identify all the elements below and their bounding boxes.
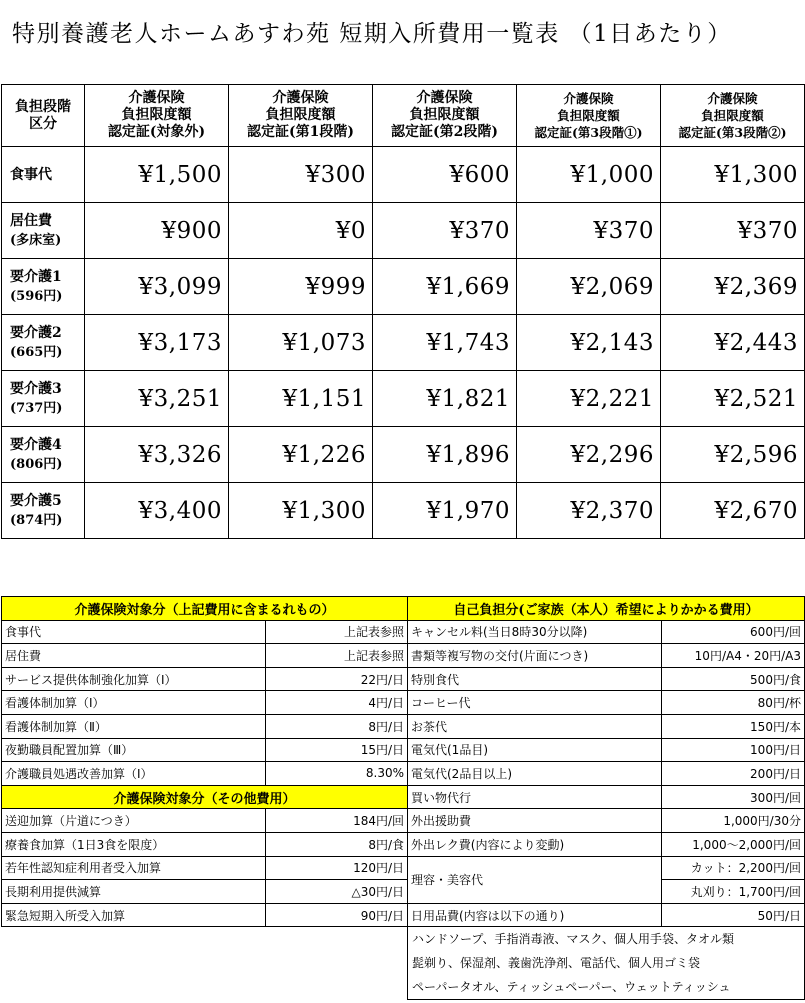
list-item [2, 667, 408, 691]
fee-cell: ¥2,369 [661, 259, 805, 315]
item-name: お茶代 [408, 714, 662, 738]
column-header-line: 負担限度額 [557, 108, 620, 123]
fee-cell: ¥1,896 [373, 427, 517, 483]
item-amount: 8円/日 [266, 714, 408, 738]
column-header [229, 85, 373, 147]
item-name: 食事代 [2, 620, 266, 644]
item-amount: 上記表参照 [266, 644, 408, 668]
column-header-line: 負担限度額 [265, 107, 336, 123]
table-row [2, 147, 805, 203]
table-row [2, 203, 805, 259]
row-label-text: 要介護2 [10, 324, 62, 341]
list-item [408, 644, 805, 668]
row-label-sub: (多床室) [10, 232, 62, 248]
item-amount: 15円/日 [266, 738, 408, 762]
list-item [408, 691, 805, 715]
fee-cell: ¥1,073 [229, 315, 373, 371]
column-header-line: 認定証(第3段階①) [534, 125, 643, 140]
table-row [2, 315, 805, 371]
list-item [408, 809, 805, 833]
row-label-text: 要介護1 [10, 268, 62, 285]
row-label-sub: (737円) [10, 400, 63, 416]
fee-cell: ¥999 [229, 259, 373, 315]
fee-table [1, 84, 805, 539]
corner-header-line1: 負担段階 [15, 98, 71, 115]
daily-items-notes [407, 927, 805, 1000]
item-amount: △30円/日 [266, 880, 408, 904]
item-amount: 8.30% [266, 762, 408, 786]
item-name: 若年性認知症利用者受入加算 [2, 856, 266, 880]
table-row [2, 371, 805, 427]
item-amount: 120円/日 [266, 856, 408, 880]
item-name: 夜勤職員配置加算（Ⅲ） [2, 738, 266, 762]
fee-cell: ¥300 [229, 147, 373, 203]
list-item [2, 809, 408, 833]
item-amount: 200円/日 [662, 762, 805, 786]
fee-cell: ¥1,743 [373, 315, 517, 371]
item-name: 送迎加算（片道につき） [2, 809, 266, 833]
column-header-line: 認定証(対象外) [107, 124, 206, 140]
item-name: 電気代(1品目) [408, 738, 662, 762]
row-label [2, 147, 85, 203]
list-item [2, 762, 408, 786]
fee-cell: ¥2,596 [661, 427, 805, 483]
list-item [2, 691, 408, 715]
column-header-line: 負担限度額 [701, 108, 764, 123]
item-name: 外出援助費 [408, 809, 662, 833]
fee-cell: ¥1,970 [373, 483, 517, 539]
item-amount: 22円/日 [266, 667, 408, 691]
list-item [2, 714, 408, 738]
fee-cell: ¥2,069 [517, 259, 661, 315]
row-label-text: 要介護4 [10, 436, 62, 453]
row-label-sub: (874円) [10, 512, 63, 528]
list-item [408, 832, 805, 856]
item-name: 外出レク費(内容により変動) [408, 832, 662, 856]
row-label-sub: (806円) [10, 456, 63, 472]
column-header [85, 85, 229, 147]
fee-cell: ¥1,500 [85, 147, 229, 203]
row-label-sub: (665円) [10, 344, 63, 360]
column-header-line: 負担限度額 [121, 107, 192, 123]
fee-cell: ¥1,000 [517, 147, 661, 203]
fee-cell: ¥3,173 [85, 315, 229, 371]
item-amount: 600円/回 [662, 620, 805, 644]
column-header-line: 負担限度額 [409, 107, 480, 123]
table-row [2, 483, 805, 539]
item-name: サービス提供体制強化加算（Ⅰ） [2, 667, 266, 691]
fee-cell: ¥2,221 [517, 371, 661, 427]
list-item [408, 620, 805, 644]
list-item [408, 762, 805, 786]
insurance-included-header: 介護保険対象分（上記費用に含まるれもの） [2, 597, 408, 621]
note-line: 髭剃り、保湿剤、義歯洗浄剤、電話代、個人用ゴミ袋 [412, 956, 701, 971]
row-label-text: 要介護3 [10, 380, 62, 397]
table-row [2, 259, 805, 315]
item-name: 療養食加算（1日3食を限度） [2, 832, 266, 856]
item-name: 長期利用提供減算 [2, 880, 266, 904]
column-header-line: 介護保険 [272, 90, 329, 106]
fee-cell: ¥1,821 [373, 371, 517, 427]
item-amount: 1,000円/30分 [662, 809, 805, 833]
fee-cell: ¥370 [517, 203, 661, 259]
list-item [2, 832, 408, 856]
item-amount: 150円/本 [662, 714, 805, 738]
item-amount: 300円/回 [662, 785, 805, 809]
self-pay-section [407, 596, 804, 1000]
column-header [517, 85, 661, 147]
list-item [408, 738, 805, 762]
column-header [373, 85, 517, 147]
item-name: 電気代(2品目以上) [408, 762, 662, 786]
item-name: 看護体制加算（Ⅰ） [2, 691, 266, 715]
list-item [2, 880, 408, 904]
row-label-sub: (596円) [10, 288, 63, 304]
fee-cell: ¥2,521 [661, 371, 805, 427]
item-amount: 80円/杯 [662, 691, 805, 715]
list-item [2, 903, 408, 927]
fee-cell: ¥1,300 [229, 483, 373, 539]
row-label-text: 居住費 [10, 212, 52, 229]
item-amount: 10円/A4・20円/A3 [662, 644, 805, 668]
list-item [408, 856, 805, 880]
list-item [408, 903, 805, 927]
item-amount: 100円/日 [662, 738, 805, 762]
column-header-line: 介護保険 [707, 91, 758, 106]
item-name: 買い物代行 [408, 785, 662, 809]
column-header-line: 介護保険 [416, 90, 473, 106]
row-label [2, 315, 85, 371]
table-row [2, 427, 805, 483]
fee-cell: ¥1,226 [229, 427, 373, 483]
fee-cell: ¥2,443 [661, 315, 805, 371]
self-pay-table [407, 596, 805, 927]
column-header-line: 認定証(第3段階②) [678, 125, 787, 140]
row-label [2, 483, 85, 539]
item-name: 緊急短期入所受入加算 [2, 903, 266, 927]
note-line: ペーパータオル、ティッシュペーパー、ウェットティッシュ [412, 980, 731, 995]
insurance-other-header: 介護保険対象分（その他費用） [2, 785, 408, 809]
corner-header-cell [2, 85, 85, 147]
corner-header-line2: 区分 [29, 115, 57, 132]
item-name: キャンセル料(当日8時30分以降) [408, 620, 662, 644]
fee-cell: ¥900 [85, 203, 229, 259]
item-amount: 184円/回 [266, 809, 408, 833]
row-label [2, 427, 85, 483]
item-name: 特別食代 [408, 667, 662, 691]
list-item [408, 785, 805, 809]
item-name: 介護職員処遇改善加算（Ⅰ） [2, 762, 266, 786]
fee-cell: ¥3,326 [85, 427, 229, 483]
item-amount: 90円/日 [266, 903, 408, 927]
fee-cell: ¥2,370 [517, 483, 661, 539]
list-item [408, 714, 805, 738]
fee-cell: ¥0 [229, 203, 373, 259]
row-label-text: 食事代 [10, 166, 52, 183]
fee-cell: ¥1,151 [229, 371, 373, 427]
item-amount: 1,000～2,000円/回 [662, 832, 805, 856]
page-title: 特別養護老人ホームあすわ苑 短期入所費用一覧表 （1日あたり） [12, 21, 732, 47]
list-item [2, 856, 408, 880]
fee-cell: ¥1,669 [373, 259, 517, 315]
column-header-line: 認定証(第1段階) [247, 124, 354, 140]
list-item [2, 620, 408, 644]
insurance-section [1, 596, 407, 927]
column-header-line: 認定証(第2段階) [391, 124, 498, 140]
fee-cell: ¥370 [661, 203, 805, 259]
item-amount: 50円/日 [662, 903, 805, 927]
list-item [2, 644, 408, 668]
item-amount: 500円/食 [662, 667, 805, 691]
note-line: ハンドソープ、手指消毒液、マスク、個人用手袋、タオル類 [412, 932, 734, 947]
column-header [661, 85, 805, 147]
item-name: 日用品費(内容は以下の通り) [408, 903, 662, 927]
row-label [2, 371, 85, 427]
row-label-text: 要介護5 [10, 492, 62, 509]
item-amount: 上記表参照 [266, 620, 408, 644]
list-item [408, 667, 805, 691]
self-pay-header: 自己負担分(ご家族（本人）希望によりかかる費用） [408, 597, 805, 621]
column-header-line: 介護保険 [563, 91, 614, 106]
item-name: 居住費 [2, 644, 266, 668]
column-header-line: 介護保険 [128, 90, 185, 106]
item-name: 看護体制加算（Ⅱ） [2, 714, 266, 738]
fee-cell: ¥2,296 [517, 427, 661, 483]
fee-cell: ¥3,400 [85, 483, 229, 539]
item-amount: カット：2,200円/回 [662, 856, 805, 880]
insurance-included-table [1, 596, 408, 927]
row-label [2, 259, 85, 315]
item-amount: 4円/日 [266, 691, 408, 715]
fee-cell: ¥3,251 [85, 371, 229, 427]
item-name: 理容・美容代 [408, 856, 662, 903]
fee-cell: ¥3,099 [85, 259, 229, 315]
fee-table-header [2, 85, 805, 147]
row-label [2, 203, 85, 259]
fee-cell: ¥1,300 [661, 147, 805, 203]
fee-cell: ¥370 [373, 203, 517, 259]
item-amount: 8円/食 [266, 832, 408, 856]
item-name: コーヒー代 [408, 691, 662, 715]
fee-cell: ¥2,670 [661, 483, 805, 539]
fee-cell: ¥2,143 [517, 315, 661, 371]
list-item [2, 738, 408, 762]
item-name: 書類等複写物の交付(片面につき) [408, 644, 662, 668]
fee-cell: ¥600 [373, 147, 517, 203]
item-amount: 丸刈り：1,700円/回 [662, 880, 805, 904]
